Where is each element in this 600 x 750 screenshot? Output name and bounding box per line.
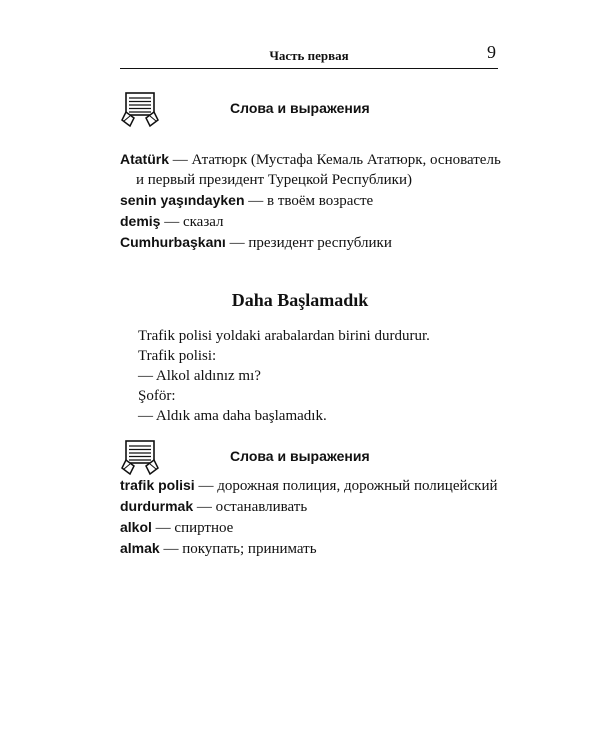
vocab-list-2 [120,475,520,559]
book-reading-icon [120,90,160,130]
vocab-title-2: Слова и выражения [230,448,370,464]
story-line: Trafik polisi yoldaki arabalardan birini durdurur. [138,328,430,344]
vocab-entry [120,190,520,211]
running-title: Часть первая [269,48,349,63]
story-text [138,326,498,426]
story-line: — Alkol aldınız mı? [138,368,261,384]
vocab-definition: — президент республики [225,235,392,251]
vocab-term: almak [120,540,160,556]
vocab-definition: — спиртное [151,520,234,536]
vocab-definition: — в твоём возрасте [244,193,374,209]
vocab-entry [120,149,520,190]
vocab-term: Cumhurbaşkanı [120,234,226,250]
vocab-entry [120,475,520,496]
vocab-header-1 [120,90,500,130]
vocab-title-1: Слова и выражения [230,100,370,116]
vocab-entry [120,517,520,538]
vocab-definition-continued: и первый президент Турецкой Республики) [136,172,412,188]
vocab-definition: — останавливать [193,499,308,515]
book-reading-icon [120,438,160,478]
page-number: 9 [487,42,496,62]
vocab-entry [120,211,520,232]
story-title: Daha Başlamadık [231,290,369,310]
vocab-list-1 [120,149,520,253]
vocab-definition: — дорожная полиция, дорожный полицейский [194,478,498,494]
header-rule [120,68,498,69]
vocab-term: Atatürk [120,151,170,167]
vocab-entry [120,232,520,253]
vocab-entry [120,496,520,517]
vocab-definition: — Ататюрк (Мустафа Кемаль Ататюрк, основатель [169,152,501,168]
vocab-definition: — сказал [160,214,224,230]
vocab-term: durdurmak [120,498,194,514]
vocab-definition: — покупать; принимать [159,541,317,557]
vocab-header-2 [120,438,500,478]
story-line: — Aldık ama daha başlamadık. [138,408,327,424]
vocab-entry [120,538,520,559]
story-line: Trafik polisi: [138,348,217,364]
vocab-term: senin yaşındayken [120,192,245,208]
story-line: Şoför: [138,388,176,404]
vocab-term: demiş [120,213,161,229]
running-head [120,42,498,68]
vocab-term: trafik polisi [120,477,195,493]
vocab-term: alkol [120,519,152,535]
